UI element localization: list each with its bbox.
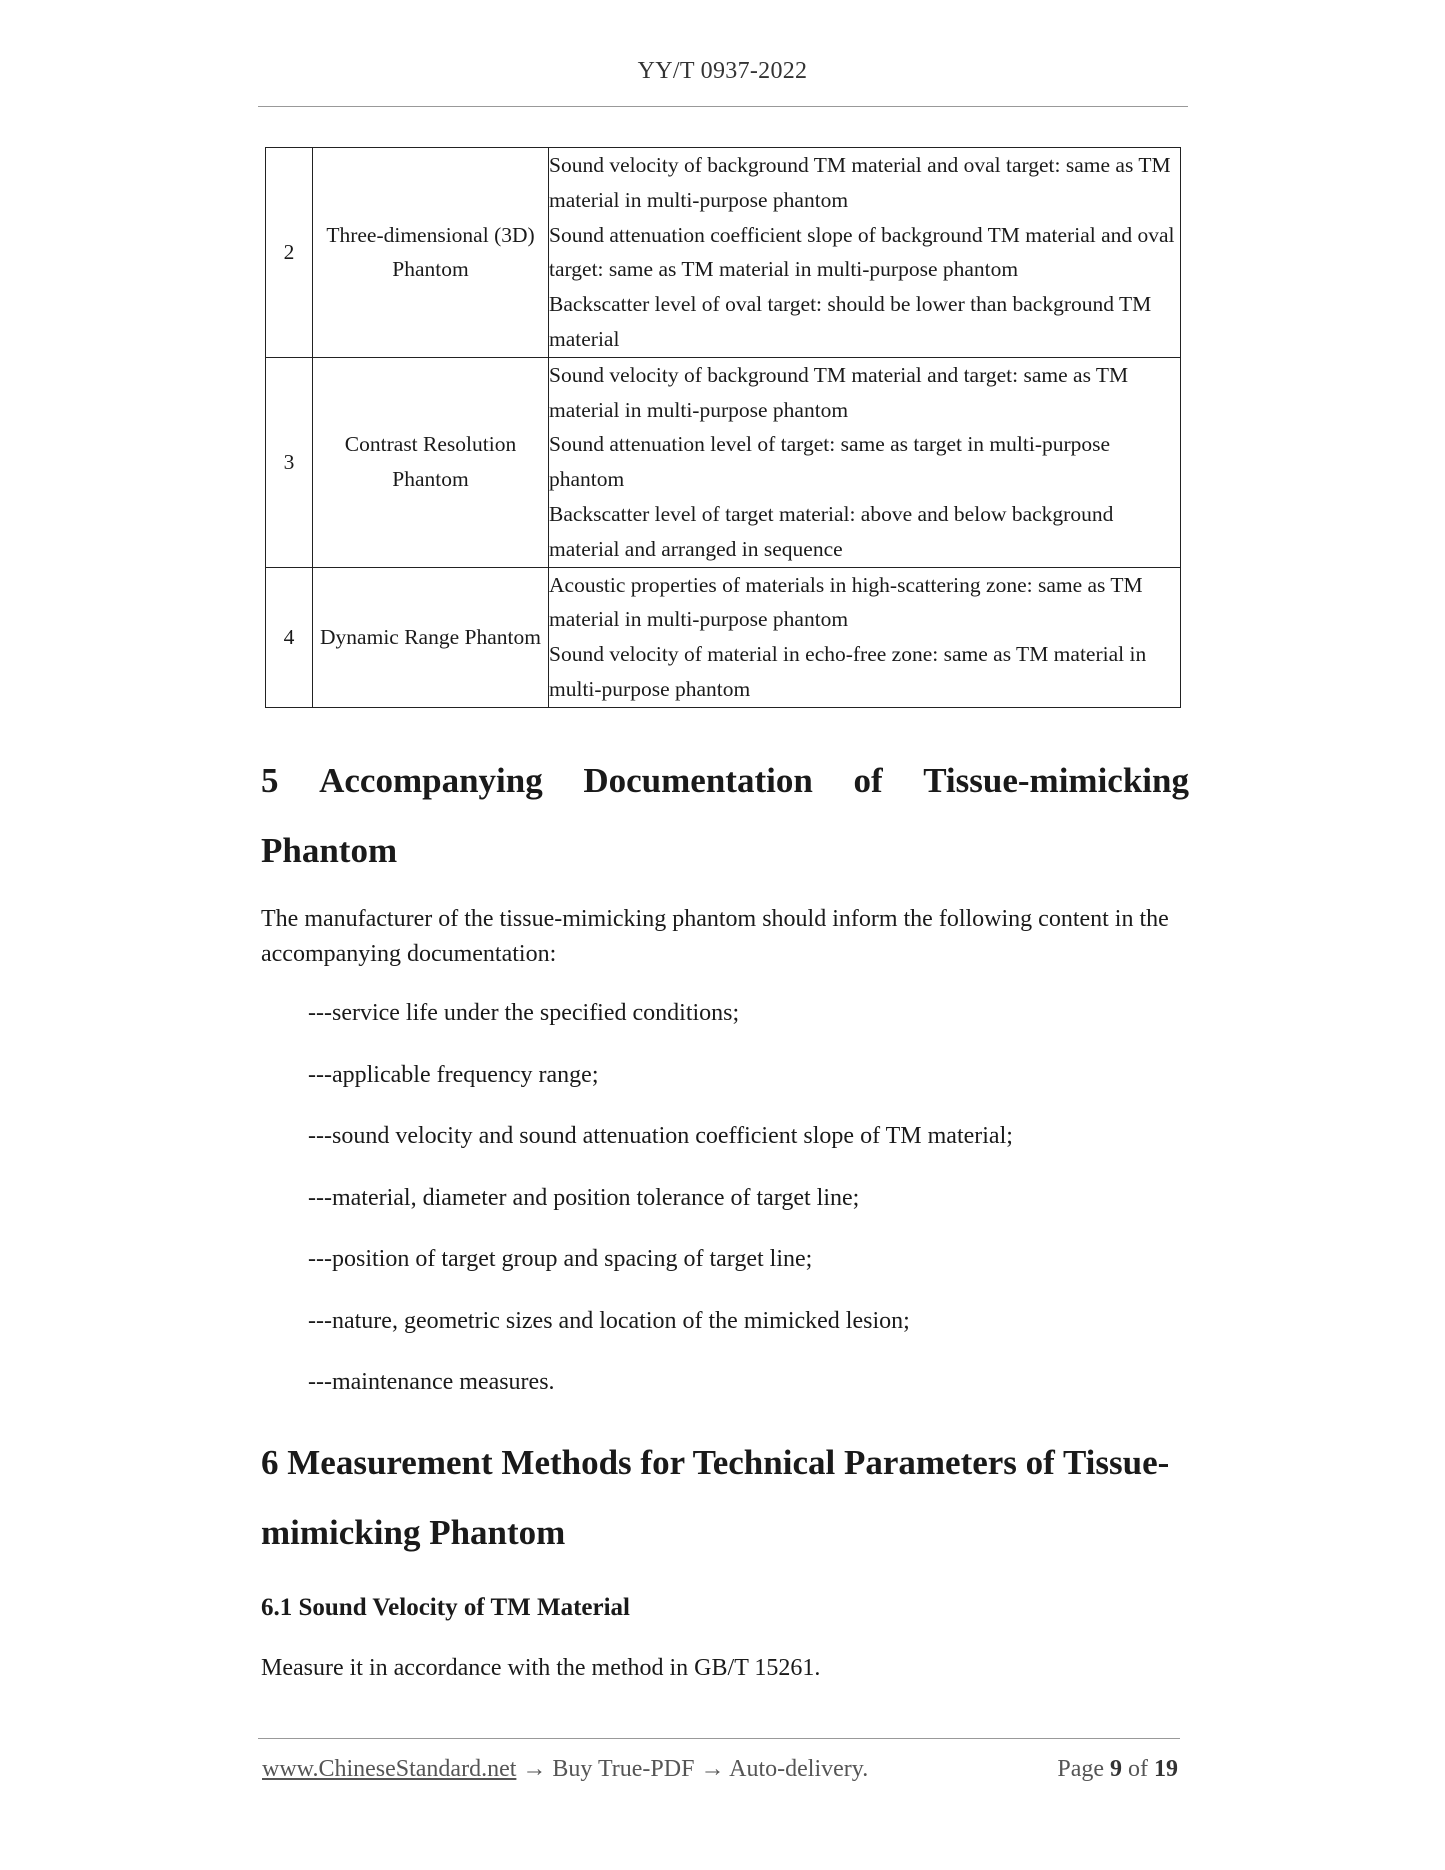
documentation-list bbox=[308, 998, 1188, 1429]
table-row bbox=[266, 567, 1181, 707]
section-6-1-heading: 6.1 Sound Velocity of TM Material bbox=[261, 1594, 630, 1621]
requirement-text: Backscatter level of target material: above and below background material and arranged in sequence bbox=[549, 501, 1114, 561]
phantom-requirements bbox=[549, 567, 1181, 707]
section-6-heading: 6 Measurement Methods for Technical Parameters of Tissue-mimicking Phantom bbox=[261, 1443, 1170, 1552]
row-number: 4 bbox=[266, 567, 313, 707]
list-item: ---material, diameter and position tolerance of target line; bbox=[308, 1184, 860, 1211]
section-5-intro: The manufacturer of the tissue-mimicking phantom should inform the following content in the accompanying documentation: bbox=[261, 906, 1169, 967]
phantom-requirements bbox=[549, 357, 1181, 567]
list-item: ---maintenance measures. bbox=[308, 1369, 555, 1395]
delivery-text: Auto-delivery. bbox=[729, 1756, 869, 1782]
row-number: 2 bbox=[266, 148, 313, 358]
buy-pdf-text: Buy True-PDF bbox=[552, 1756, 695, 1782]
footer-links bbox=[262, 1756, 868, 1783]
list-item: ---applicable frequency range; bbox=[308, 1061, 599, 1088]
document-header: YY/T 0937-2022 bbox=[637, 58, 808, 84]
list-item: ---service life under the specified conditions; bbox=[308, 1000, 740, 1026]
phantom-requirements bbox=[549, 148, 1181, 358]
arrow-icon: → bbox=[700, 1756, 725, 1782]
table-row bbox=[266, 148, 1181, 358]
requirement-text: Backscatter level of oval target: should be lower than background TM material bbox=[549, 292, 1152, 351]
requirement-text: Sound velocity of material in echo-free zone: same as TM material in multi-purpose phantom bbox=[549, 642, 1147, 701]
phantom-name: Three-dimensional (3D) Phantom bbox=[313, 148, 549, 358]
requirement-text: Acoustic properties of materials in high-scattering zone: same as TM material in multi-purpose phantom bbox=[549, 572, 1143, 632]
arrow-icon: → bbox=[522, 1756, 547, 1782]
section-6-1-text: Measure it in accordance with the method in GB/T 15261. bbox=[261, 1655, 821, 1681]
section-5-heading: 5 Accompanying Documentation of Tissue-mimicking Phantom bbox=[261, 761, 1189, 870]
table-row bbox=[266, 357, 1181, 567]
website-link[interactable]: www.ChineseStandard.net bbox=[262, 1756, 517, 1782]
list-item: ---sound velocity and sound attenuation coefficient slope of TM material; bbox=[308, 1123, 1013, 1149]
list-item: ---nature, geometric sizes and location of the mimicked lesion; bbox=[308, 1307, 910, 1334]
page-number: Page 9 of 19 bbox=[1057, 1756, 1178, 1782]
phantom-requirements-table bbox=[265, 147, 1181, 708]
list-item: ---position of target group and spacing of target line; bbox=[308, 1246, 813, 1272]
requirement-text: Sound velocity of background TM material and target: same as TM material in multi-purpose phantom bbox=[549, 362, 1129, 422]
requirement-text: Sound velocity of background TM material and oval target: same as TM material in multi-purpose phantom bbox=[549, 153, 1171, 212]
phantom-name: Contrast Resolution Phantom bbox=[313, 357, 549, 567]
requirement-text: Sound attenuation level of target: same as target in multi-purpose phantom bbox=[549, 432, 1111, 492]
row-number: 3 bbox=[266, 357, 313, 567]
footer-divider bbox=[258, 1738, 1180, 1739]
header-divider bbox=[258, 106, 1188, 107]
phantom-name: Dynamic Range Phantom bbox=[313, 567, 549, 707]
requirement-text: Sound attenuation coefficient slope of background TM material and oval target: same as TM material in multi-purpose phantom bbox=[549, 222, 1175, 282]
